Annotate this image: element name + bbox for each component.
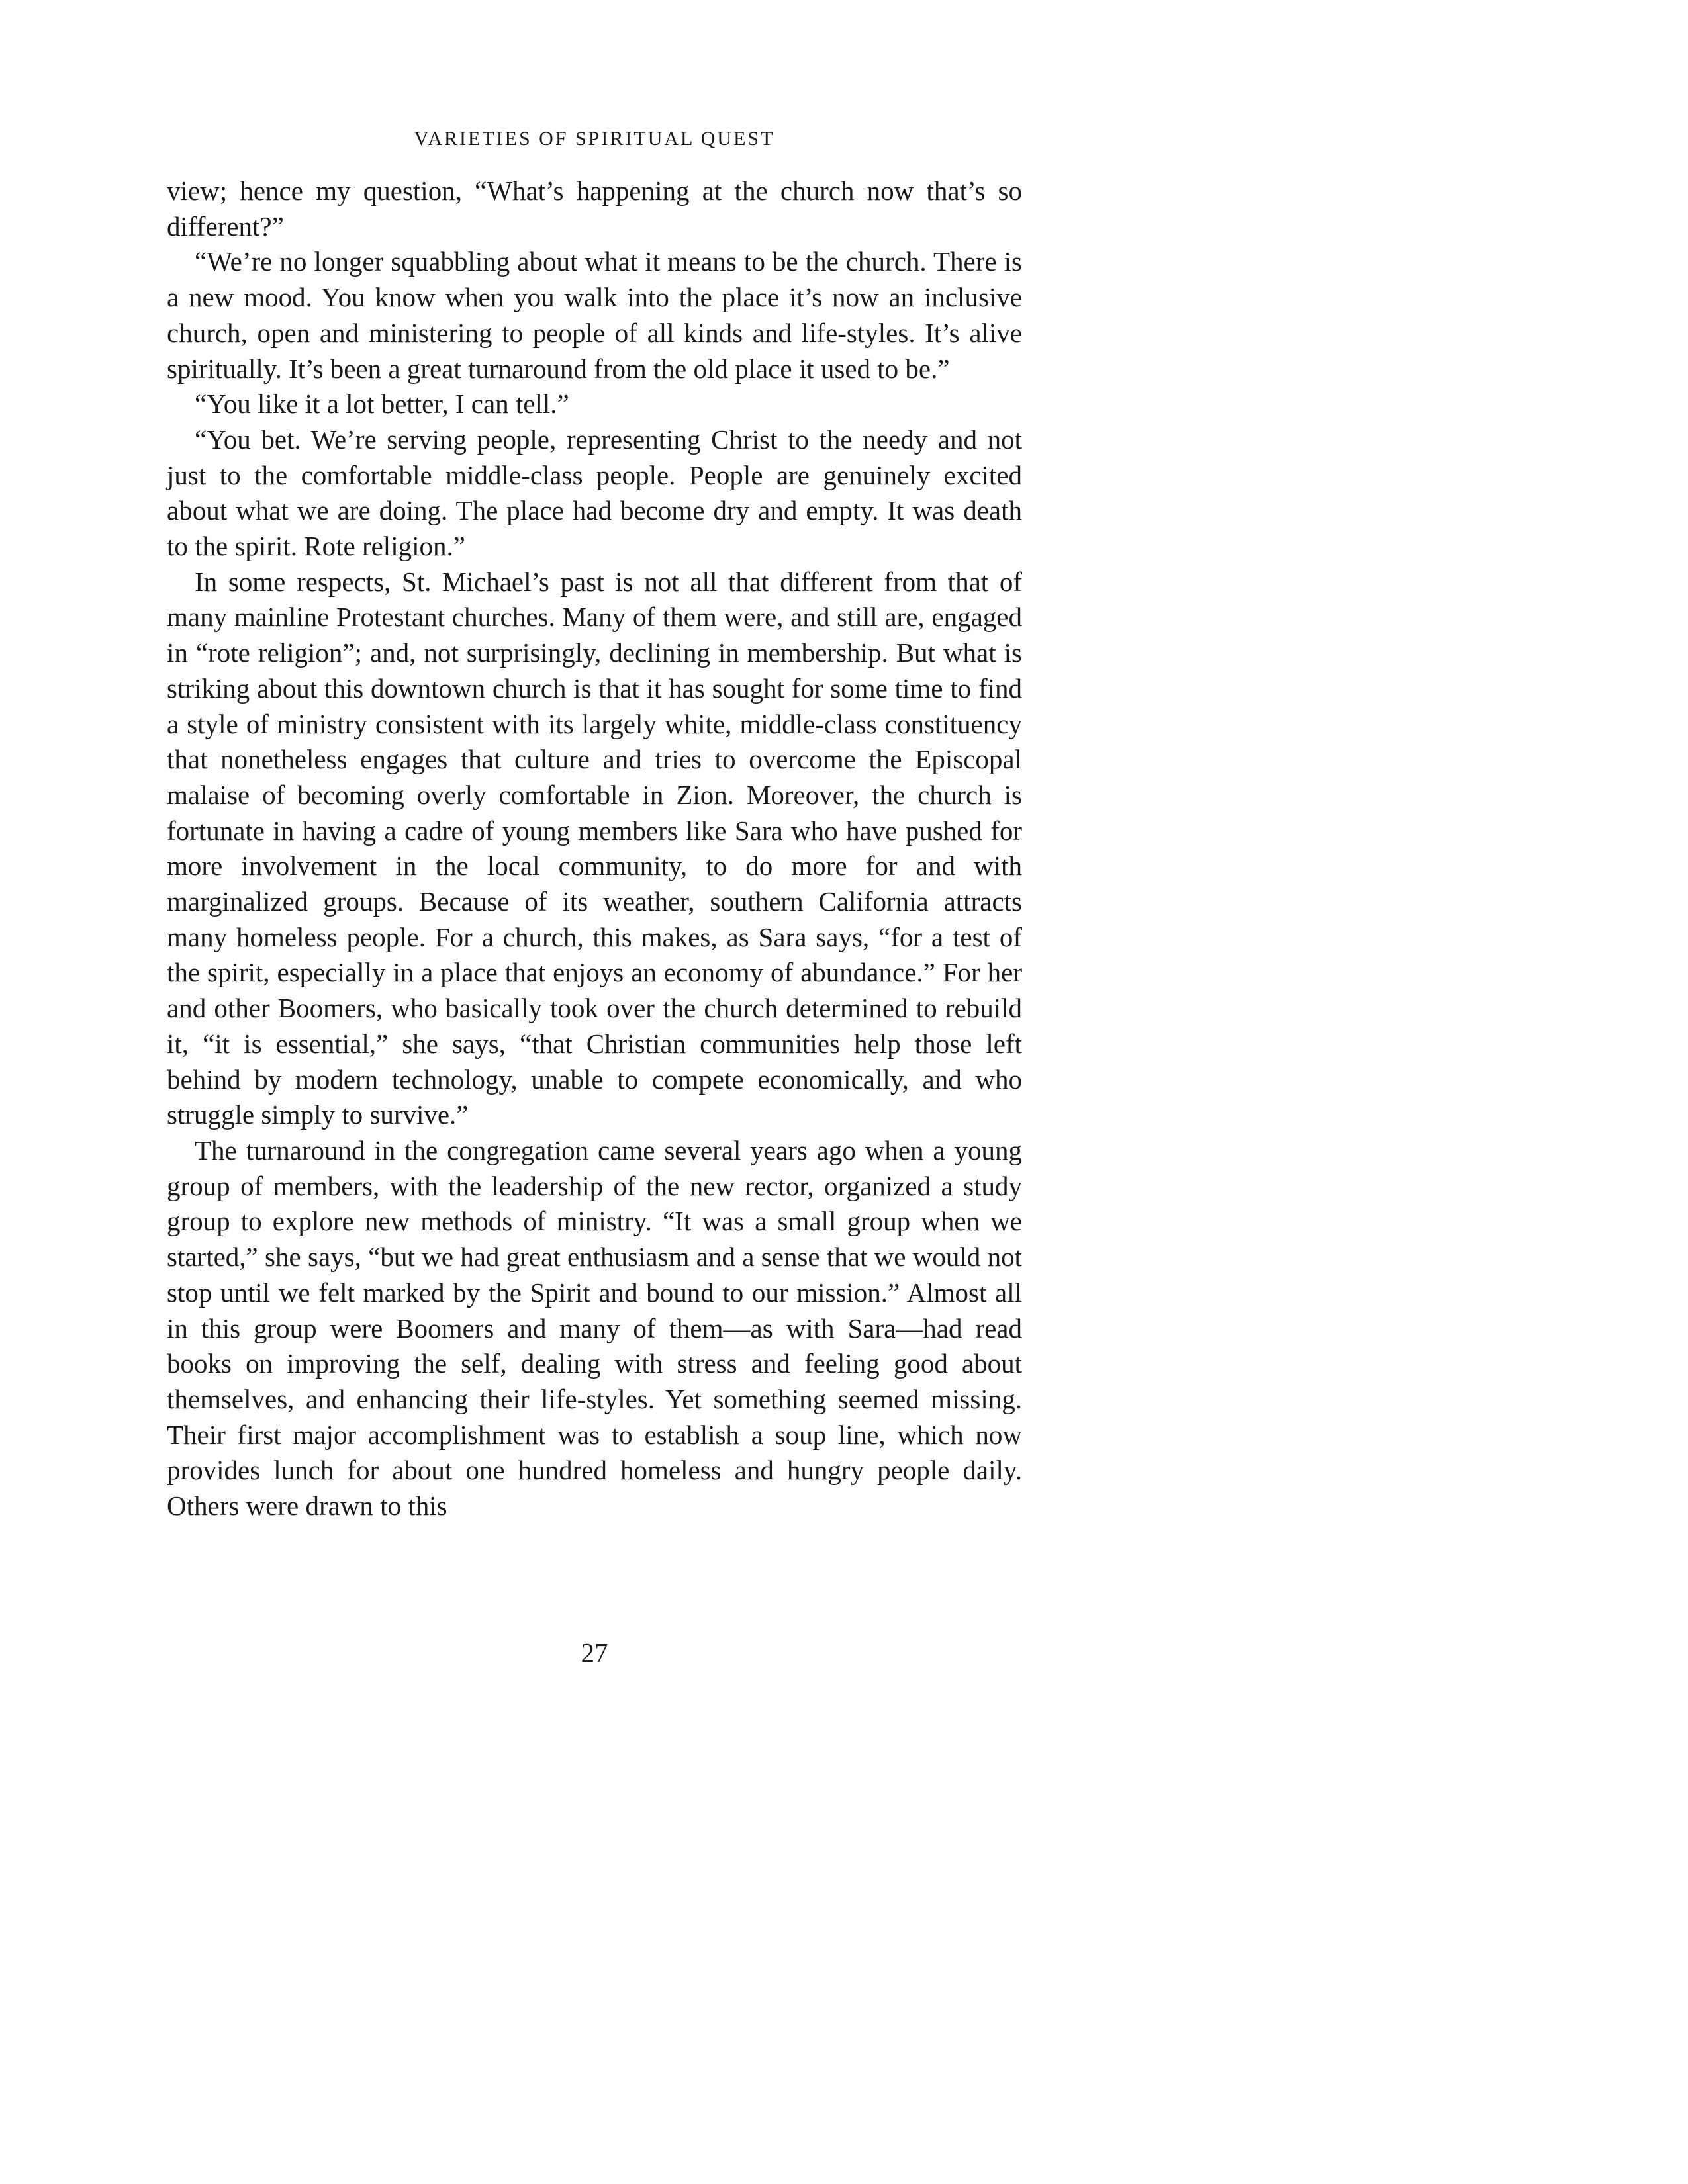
running-head: VARIETIES OF SPIRITUAL QUEST	[414, 128, 775, 150]
paragraph-continued: view; hence my question, “What’s happening at the church now that’s so different?”	[167, 175, 1022, 242]
paragraph: “We’re no longer squabbling about what it means to be the church. There is a new mood. You know when you walk into the place it’s now an inclusive church, open and ministering to people of all kinds and life-styles. It’s alive spiritually. It’s been a great turnaround from the old place it used to be.”	[167, 246, 1022, 384]
paragraph: The turnaround in the congregation came several years ago when a young group of members, with the leadership of the new rector, organized a study group to explore new methods of ministry. “It was a small group when we started,” she says, “but we had great enthusiasm and a sense that we would not stop until we felt marked by the Spirit and bound to our mission.” Almost all in this group were Boomers and many of them—as with Sara—had read books on improving the self, dealing with stress and feeling good about themselves, and enhancing their life-styles. Yet something seemed missing. Their first major accomplishment was to establish a soup line, which now provides lunch for about one hundred homeless and hungry people daily. Others were drawn to this	[167, 1134, 1022, 1522]
paragraph: In some respects, St. Michael’s past is not all that different from that of many mainline Protestant churches. Many of them were, and still are, engaged in “rote religion”; and, not surprisingly, declining in membership. But what is striking about this downtown church is that it has sought for some time to find a style of ministry consistent with its largely white, middle-class constituency that nonetheless engages that culture and tries to overcome the Episcopal malaise of becoming overly comfortable in Zion. Moreover, the church is fortunate in having a cadre of young members like Sara who have pushed for more involvement in the local community, to do more for and with marginalized groups. Because of its weather, southern California attracts many homeless people. For a church, this makes, as Sara says, “for a test of the spirit, especially in a place that enjoys an economy of abundance.” For her and other Boomers, who basically took over the church determined to rebuild it, “it is essential,” she says, “that Christian communities help those left behind by modern technology, unable to compete economically, and who struggle simply to survive.”	[167, 566, 1022, 1130]
body-text	[167, 173, 1022, 1524]
paragraph: “You like it a lot better, I can tell.”	[195, 388, 569, 420]
page-number: 27	[581, 1637, 608, 1668]
paragraph: “You bet. We’re serving people, representing Christ to the needy and not just to the comfortable middle-class people. People are genuinely excited about what we are doing. The place had become dry and empty. It was death to the spirit. Rote religion.”	[167, 424, 1022, 562]
